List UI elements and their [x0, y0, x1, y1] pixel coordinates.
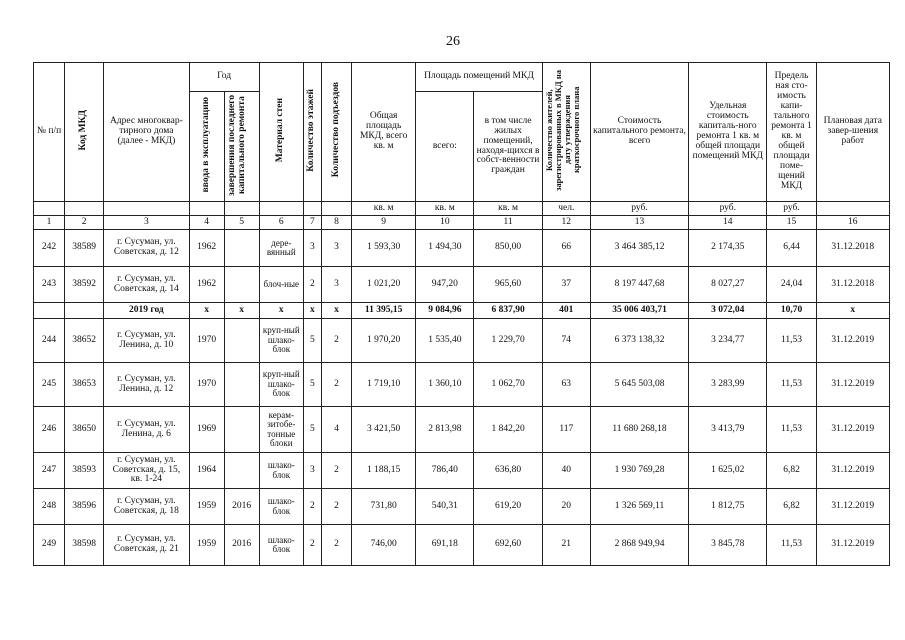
row-num: 245	[34, 363, 65, 407]
row-premises-owned: 692,60	[474, 525, 542, 566]
row-premises-owned: 850,00	[474, 230, 542, 267]
row-date: 31.12.2018	[816, 267, 889, 303]
row-date: 31.12.2019	[816, 319, 889, 363]
units-row	[34, 202, 890, 216]
table-row	[34, 453, 890, 489]
total-limit-cost: 10,70	[767, 303, 816, 319]
row-premises-all: 2 813,98	[416, 407, 474, 453]
page-number: 26	[446, 34, 460, 49]
row-residents: 66	[542, 230, 590, 267]
total-cost: 35 006 403,71	[590, 303, 688, 319]
row-year-commission: 1969	[189, 407, 224, 453]
row-code: 38650	[65, 407, 104, 453]
row-year-repair	[224, 453, 259, 489]
row-date: 31.12.2019	[816, 489, 889, 525]
column-number: 2	[65, 216, 104, 230]
unit-unit-cost: руб.	[689, 202, 767, 216]
row-limit-cost: 6,44	[767, 230, 816, 267]
column-number: 9	[352, 216, 416, 230]
row-num: 243	[34, 267, 65, 303]
row-year-repair	[224, 230, 259, 267]
row-floors: 3	[303, 453, 321, 489]
total-premises-owned: 6 837,90	[474, 303, 542, 319]
row-floors: 2	[303, 525, 321, 566]
row-cost: 2 868 949,94	[590, 525, 688, 566]
row-address: г. Сусуман, ул. Ленина, д. 6	[104, 407, 189, 453]
header-year-commission: ввода в эксплуатацию	[189, 92, 224, 202]
header-cost: Стоимость капитального ремонта, всего	[590, 63, 688, 202]
row-residents: 40	[542, 453, 590, 489]
row-total-area: 1 970,20	[352, 319, 416, 363]
total-date: x	[816, 303, 889, 319]
total-y2: x	[224, 303, 259, 319]
row-address: г. Сусуман, ул. Ленина, д. 10	[104, 319, 189, 363]
row-year-repair	[224, 267, 259, 303]
row-unit-cost: 1 812,75	[689, 489, 767, 525]
row-cost: 6 373 138,32	[590, 319, 688, 363]
table-row	[34, 267, 890, 303]
header-year-last-repair: завершения последнего капитального ремонта	[224, 92, 259, 202]
row-code: 38592	[65, 267, 104, 303]
header-planned-date: Плановая дата завер-шения работ	[816, 63, 889, 202]
row-wall: керам-зитобе-тонные блоки	[259, 407, 303, 453]
row-year-commission: 1970	[189, 363, 224, 407]
row-cost: 5 645 503,08	[590, 363, 688, 407]
header-entrances: Количество подъездов	[321, 63, 351, 202]
header-premises-owned: в том числе жилых помещений, находя-щихся в собст-венности граждан	[474, 92, 542, 202]
row-year-repair: 2016	[224, 525, 259, 566]
column-number: 14	[689, 216, 767, 230]
row-year-repair	[224, 363, 259, 407]
row-entrances: 2	[321, 453, 351, 489]
column-number: 4	[189, 216, 224, 230]
row-entrances: 2	[321, 489, 351, 525]
row-year-commission: 1962	[189, 230, 224, 267]
row-unit-cost: 3 234,77	[689, 319, 767, 363]
row-entrances: 2	[321, 525, 351, 566]
row-residents: 74	[542, 319, 590, 363]
row-premises-all: 786,40	[416, 453, 474, 489]
row-limit-cost: 11,53	[767, 407, 816, 453]
total-label: 2019 год	[104, 303, 189, 319]
row-cost: 3 464 385,12	[590, 230, 688, 267]
row-floors: 5	[303, 407, 321, 453]
header-wall: Материал стен	[259, 63, 303, 202]
row-premises-all: 1 360,10	[416, 363, 474, 407]
row-entrances: 2	[321, 319, 351, 363]
row-address: г. Сусуман, ул. Ленина, д. 12	[104, 363, 189, 407]
total-entrances: x	[321, 303, 351, 319]
row-premises-all: 1 494,30	[416, 230, 474, 267]
row-num: 244	[34, 319, 65, 363]
header-total-area: Общая площадь МКД, всего кв. м	[352, 63, 416, 202]
total-floors: x	[303, 303, 321, 319]
row-premises-owned: 965,60	[474, 267, 542, 303]
row-floors: 5	[303, 319, 321, 363]
row-year-repair: 2016	[224, 489, 259, 525]
row-premises-owned: 1 842,20	[474, 407, 542, 453]
row-premises-owned: 1 062,70	[474, 363, 542, 407]
total-y1: x	[189, 303, 224, 319]
row-date: 31.12.2019	[816, 525, 889, 566]
column-number: 5	[224, 216, 259, 230]
total-area: 11 395,15	[352, 303, 416, 319]
row-floors: 3	[303, 230, 321, 267]
table-row	[34, 489, 890, 525]
header-floors: Количество этажей	[303, 63, 321, 202]
unit-premises-owned: кв. м	[474, 202, 542, 216]
row-total-area: 731,80	[352, 489, 416, 525]
row-floors: 2	[303, 489, 321, 525]
row-num: 242	[34, 230, 65, 267]
row-premises-all: 947,20	[416, 267, 474, 303]
row-code: 38593	[65, 453, 104, 489]
row-residents: 37	[542, 267, 590, 303]
header-row-1	[34, 63, 890, 92]
row-year-commission: 1964	[189, 453, 224, 489]
row-address: г. Сусуман, ул. Советская, д. 18	[104, 489, 189, 525]
row-premises-owned: 636,80	[474, 453, 542, 489]
row-total-area: 1 021,20	[352, 267, 416, 303]
row-year-repair	[224, 319, 259, 363]
row-limit-cost: 6,82	[767, 453, 816, 489]
row-num: 249	[34, 525, 65, 566]
rows-2019	[34, 319, 890, 566]
total-residents: 401	[542, 303, 590, 319]
row-cost: 8 197 447,68	[590, 267, 688, 303]
row-total-area: 746,00	[352, 525, 416, 566]
row-total-area: 1 188,15	[352, 453, 416, 489]
unit-total-area: кв. м	[352, 202, 416, 216]
row-total-area: 1 719,10	[352, 363, 416, 407]
row-residents: 117	[542, 407, 590, 453]
row-address: г. Сусуман, ул. Советская, д. 12	[104, 230, 189, 267]
table-row	[34, 319, 890, 363]
row-wall: блоч-ные	[259, 267, 303, 303]
row-residents: 21	[542, 525, 590, 566]
row-code: 38652	[65, 319, 104, 363]
row-code: 38596	[65, 489, 104, 525]
row-premises-all: 540,31	[416, 489, 474, 525]
row-address: г. Сусуман, ул. Советская, д. 21	[104, 525, 189, 566]
table-row	[34, 363, 890, 407]
row-premises-all: 691,18	[416, 525, 474, 566]
header-premises-group: Площадь помещений МКД	[416, 63, 542, 92]
row-entrances: 3	[321, 267, 351, 303]
row-wall: круп-ный шлако-блок	[259, 363, 303, 407]
row-premises-owned: 619,20	[474, 489, 542, 525]
row-year-commission: 1970	[189, 319, 224, 363]
row-code: 38589	[65, 230, 104, 267]
column-number: 6	[259, 216, 303, 230]
row-date: 31.12.2019	[816, 407, 889, 453]
row-unit-cost: 3 845,78	[689, 525, 767, 566]
row-limit-cost: 11,53	[767, 319, 816, 363]
row-cost: 1 930 769,28	[590, 453, 688, 489]
header-limit-cost: Предель ная сто-имость капи-тального ремонта 1 кв. м общей площади поме-щений МКД	[767, 63, 816, 202]
row-wall: шлако-блок	[259, 525, 303, 566]
row-limit-cost: 11,53	[767, 363, 816, 407]
row-date: 31.12.2018	[816, 230, 889, 267]
row-wall: шлако-блок	[259, 489, 303, 525]
header-code: Код МКД	[65, 63, 104, 202]
total-unit-cost: 3 072,04	[689, 303, 767, 319]
total-premises-all: 9 084,96	[416, 303, 474, 319]
column-number: 13	[590, 216, 688, 230]
row-unit-cost: 3 413,79	[689, 407, 767, 453]
row-cost: 1 326 569,11	[590, 489, 688, 525]
column-number: 16	[816, 216, 889, 230]
mkd-repair-table	[33, 62, 890, 566]
row-residents: 63	[542, 363, 590, 407]
column-number: 7	[303, 216, 321, 230]
column-number: 12	[542, 216, 590, 230]
header-num: № п/п	[34, 63, 65, 202]
row-limit-cost: 6,82	[767, 489, 816, 525]
table-row	[34, 230, 890, 267]
unit-cost: руб.	[590, 202, 688, 216]
table-row	[34, 525, 890, 566]
row-unit-cost: 1 625,02	[689, 453, 767, 489]
row-limit-cost: 24,04	[767, 267, 816, 303]
header-premises-all: всего:	[416, 92, 474, 202]
row-entrances: 3	[321, 230, 351, 267]
row-total-area: 3 421,50	[352, 407, 416, 453]
unit-limit-cost: руб.	[767, 202, 816, 216]
row-code: 38653	[65, 363, 104, 407]
row-year-commission: 1959	[189, 489, 224, 525]
row-cost: 11 680 268,18	[590, 407, 688, 453]
rows-2018	[34, 230, 890, 303]
row-floors: 2	[303, 267, 321, 303]
unit-premises-all: кв. м	[416, 202, 474, 216]
column-number: 15	[767, 216, 816, 230]
header-unit-cost: Удельная стоимость капиталь-ного ремонта 1 кв. м общей площади помещений МКД	[689, 63, 767, 202]
column-number: 8	[321, 216, 351, 230]
table-row	[34, 407, 890, 453]
row-total-area: 1 593,30	[352, 230, 416, 267]
row-num: 247	[34, 453, 65, 489]
row-year-commission: 1959	[189, 525, 224, 566]
header-address: Адрес многоквар-тирного дома (далее - МКД)	[104, 63, 189, 202]
row-residents: 20	[542, 489, 590, 525]
column-number: 11	[474, 216, 542, 230]
row-date: 31.12.2019	[816, 363, 889, 407]
row-date: 31.12.2019	[816, 453, 889, 489]
row-premises-owned: 1 229,70	[474, 319, 542, 363]
row-premises-all: 1 535,40	[416, 319, 474, 363]
row-address: г. Сусуман, ул. Советская, д. 14	[104, 267, 189, 303]
unit-residents: чел.	[542, 202, 590, 216]
row-floors: 5	[303, 363, 321, 407]
row-entrances: 2	[321, 363, 351, 407]
row-num: 246	[34, 407, 65, 453]
column-number: 1	[34, 216, 65, 230]
header-year-group: Год	[189, 63, 259, 92]
row-wall: шлако-блок	[259, 453, 303, 489]
header-residents: Количество жителей, зарегистрированных в МКД на дату утверждения краткосрочного плана	[542, 63, 590, 202]
row-year-commission: 1962	[189, 267, 224, 303]
row-num: 248	[34, 489, 65, 525]
row-unit-cost: 2 174,35	[689, 230, 767, 267]
column-number: 3	[104, 216, 189, 230]
row-unit-cost: 3 283,99	[689, 363, 767, 407]
row-address: г. Сусуман, ул. Советская, д. 15, кв. 1-24	[104, 453, 189, 489]
row-unit-cost: 8 027,27	[689, 267, 767, 303]
row-limit-cost: 11,53	[767, 525, 816, 566]
row-year-repair	[224, 407, 259, 453]
total-row-2019	[34, 303, 890, 319]
row-entrances: 4	[321, 407, 351, 453]
column-number: 10	[416, 216, 474, 230]
row-wall: круп-ный шлако-блок	[259, 319, 303, 363]
total-wall: x	[259, 303, 303, 319]
row-wall: дере-вянный	[259, 230, 303, 267]
row-code: 38598	[65, 525, 104, 566]
column-number-row	[34, 216, 890, 230]
